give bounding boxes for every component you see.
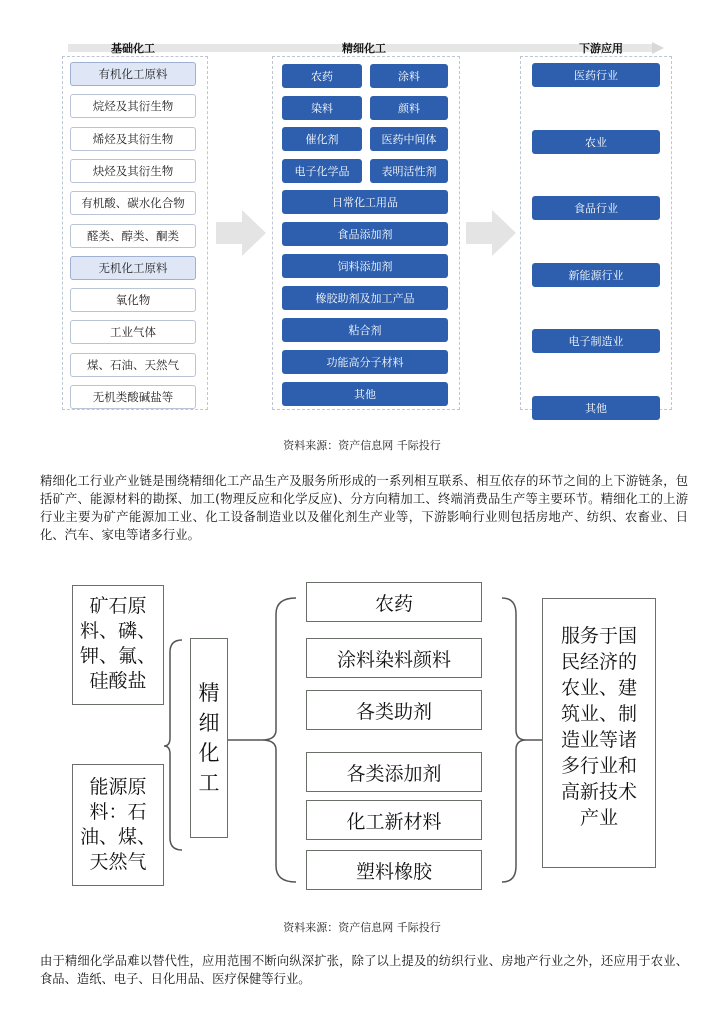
upstream-item: 无机化工原料 xyxy=(70,256,196,280)
body-paragraph: 精细化工行业产业链是围绕精细化工产品生产及服务所形成的一系列相互联系、相互依存的环节之间的上下游链条，包括矿产、能源材料的勘探、加工(物理反应和化学反应)、分方向精加工、终端消费品生产等主要环节。精细化工的上游行业主要为矿产能源加工业、化工设备制造业以及催化剂生产业等，下游影响行业则包括房地产、纺织、农畜业、日化、汽车、家电等诸多行业。 xyxy=(40,474,688,542)
midstream-item: 颜料 xyxy=(370,96,448,120)
midstream-item: 涂料 xyxy=(370,64,448,88)
middle-brace xyxy=(262,598,296,882)
upstream-item: 醛类、醇类、酮类 xyxy=(70,224,196,248)
upstream-item: 工业气体 xyxy=(70,320,196,344)
midstream-item: 农药 xyxy=(282,64,362,88)
upstream-item: 有机酸、碳水化合物 xyxy=(70,191,196,215)
input-ore-text: 矿石原料、磷、钾、氟、硅酸盐 xyxy=(79,595,156,692)
output-text: 服务于国民经济的农业、建筑业、制造业等诸多行业和高新技术产业 xyxy=(560,625,637,829)
midstream-item: 表明活性剂 xyxy=(370,159,448,183)
midstream-item: 功能高分子材料 xyxy=(282,350,448,374)
product-box: 各类添加剂 xyxy=(306,752,482,792)
input-energy-text: 能源原料：石油、煤、天然气 xyxy=(79,776,156,873)
downstream-item: 食品行业 xyxy=(532,196,660,220)
left-brace xyxy=(164,640,182,850)
center-text: 精细化工 xyxy=(198,681,220,795)
downstream-item: 新能源行业 xyxy=(532,263,660,287)
product-box: 各类助剂 xyxy=(306,690,482,730)
product-box: 涂料染料颜料 xyxy=(306,638,482,678)
midstream-item: 电子化学品 xyxy=(282,159,362,183)
body-paragraph: 由于精细化学品难以替代性，应用范围不断向纵深扩张，除了以上提及的纺织行业、房地产行业之外，还应用于农业、食品、造纸、电子、日化用品、医疗保健等行业。 xyxy=(40,954,688,986)
upstream-item: 煤、石油、天然气 xyxy=(70,353,196,377)
upstream-item: 氧化物 xyxy=(70,288,196,312)
source-caption: 资料来源：资产信息网 千际投行 xyxy=(283,439,441,452)
midstream-item: 日常化工用品 xyxy=(282,190,448,214)
midstream-item: 催化剂 xyxy=(282,127,362,151)
right-brace xyxy=(502,598,526,882)
midstream-item: 饲料添加剂 xyxy=(282,254,448,278)
upstream-item: 烯烃及其衍生物 xyxy=(70,127,196,151)
midstream-item: 其他 xyxy=(282,382,448,406)
stage-downstream-label: 下游应用 xyxy=(579,42,623,55)
upstream-item: 炔烃及其衍生物 xyxy=(70,159,196,183)
downstream-item: 农业 xyxy=(532,130,660,154)
midstream-item: 粘合剂 xyxy=(282,318,448,342)
upstream-item: 有机化工原料 xyxy=(70,62,196,86)
midstream-item: 食品添加剂 xyxy=(282,222,448,246)
downstream-item: 电子制造业 xyxy=(532,329,660,353)
downstream-item: 医药行业 xyxy=(532,63,660,87)
upstream-item: 烷烃及其衍生物 xyxy=(70,94,196,118)
downstream-item: 其他 xyxy=(532,396,660,420)
upstream-item: 无机类酸碱盐等 xyxy=(70,385,196,409)
midstream-item: 橡胶助剂及加工产品 xyxy=(282,286,448,310)
midstream-item: 染料 xyxy=(282,96,362,120)
product-box: 农药 xyxy=(306,582,482,622)
source-caption: 资料来源：资产信息网 千际投行 xyxy=(283,921,441,934)
stage-upstream-label: 基础化工 xyxy=(111,42,155,55)
product-box: 化工新材料 xyxy=(306,800,482,840)
product-box: 塑料橡胶 xyxy=(306,850,482,890)
midstream-item: 医药中间体 xyxy=(370,127,448,151)
stage-midstream-label: 精细化工 xyxy=(342,42,386,55)
